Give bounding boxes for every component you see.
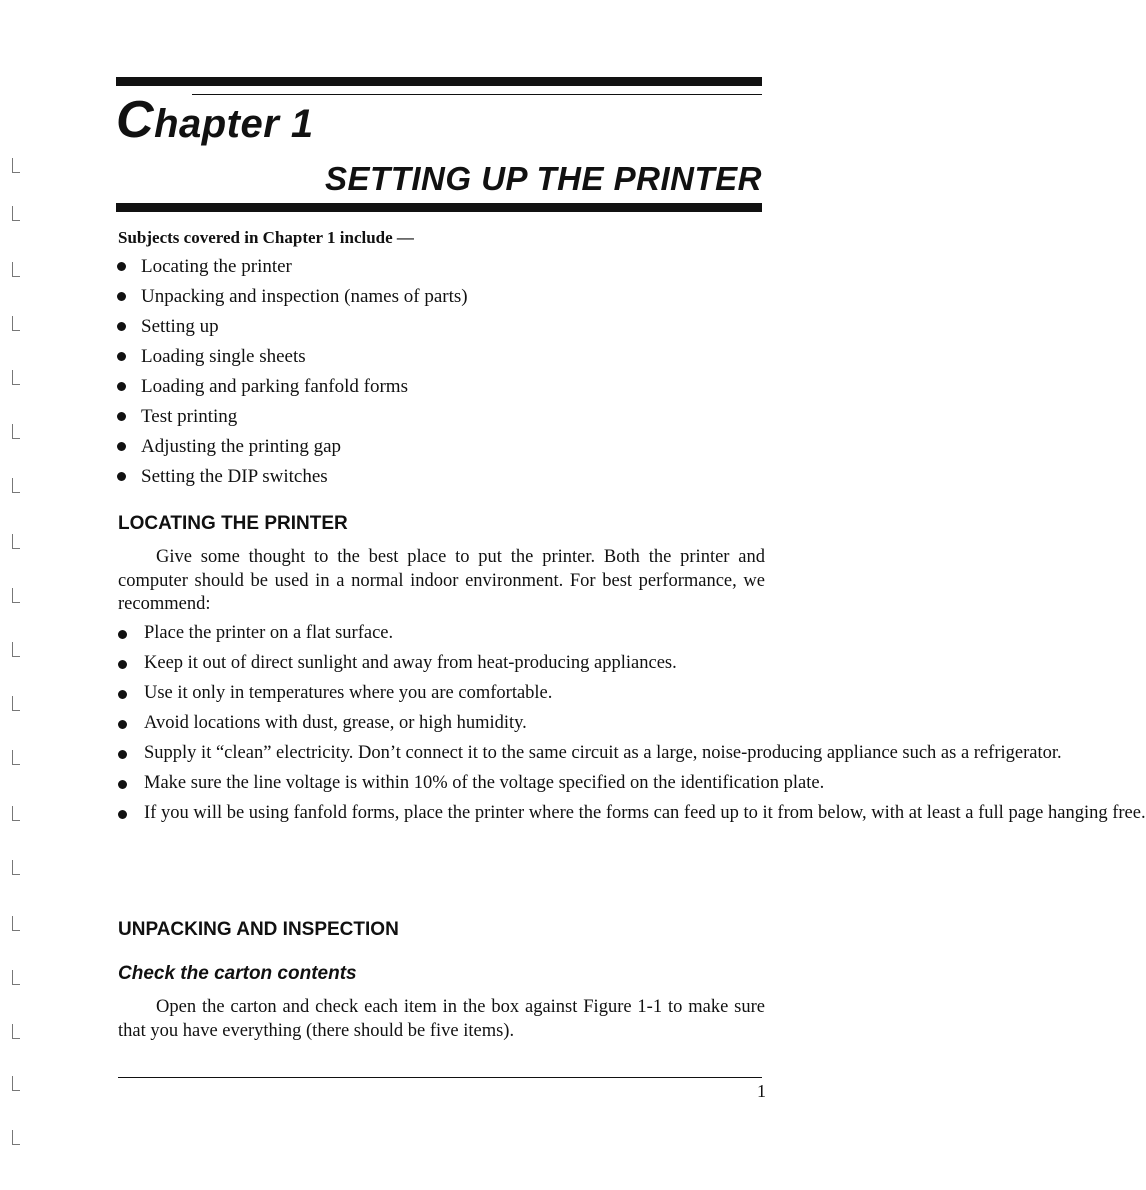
locating-intro-paragraph: Give some thought to the best place to put the printer. Both the printer and computer should be used in a normal indoor environment. For best performance, we recommend: bbox=[118, 547, 765, 614]
bullet-icon bbox=[117, 322, 126, 331]
subjects-list-item: Loading and parking fanfold forms bbox=[117, 374, 468, 404]
chapter-label-rest: hapter 1 bbox=[154, 102, 314, 146]
header-thin-rule bbox=[192, 94, 762, 95]
subjects-list-item: Setting up bbox=[117, 314, 468, 344]
bullet-icon bbox=[118, 690, 127, 699]
chapter-label bbox=[116, 91, 314, 149]
locating-tip-item: Keep it out of direct sunlight and away from heat-producing appliances. bbox=[118, 652, 766, 676]
locating-tip-item: Avoid locations with dust, grease, or high humidity. bbox=[118, 712, 766, 736]
footer-rule bbox=[118, 1077, 762, 1078]
header-bottom-rule bbox=[116, 203, 762, 212]
subjects-list-item: Locating the printer bbox=[117, 254, 468, 284]
bullet-icon bbox=[118, 780, 127, 789]
bullet-icon bbox=[117, 262, 126, 271]
locating-tip-item: Use it only in temperatures where you are comfortable. bbox=[118, 682, 766, 706]
bullet-icon bbox=[117, 292, 126, 301]
chapter-title: SETTING UP THE PRINTER bbox=[325, 160, 762, 197]
locating-tip-item: Place the printer on a flat surface. bbox=[118, 622, 766, 646]
bullet-icon bbox=[117, 352, 126, 361]
subjects-heading: Subjects covered in Chapter 1 include — bbox=[118, 228, 414, 247]
subheading-carton-contents: Check the carton contents bbox=[118, 963, 357, 984]
locating-tip-item: Make sure the line voltage is within 10% of the voltage specified on the identification plate. bbox=[118, 772, 766, 796]
section-heading-locating: LOCATING THE PRINTER bbox=[118, 513, 348, 534]
subjects-list-item: Setting the DIP switches bbox=[117, 464, 468, 494]
bullet-icon bbox=[117, 382, 126, 391]
subjects-list-item: Unpacking and inspection (names of parts) bbox=[117, 284, 468, 314]
bullet-icon bbox=[117, 412, 126, 421]
subjects-list-item: Loading single sheets bbox=[117, 344, 468, 374]
bullet-icon bbox=[118, 810, 127, 819]
chapter-label-initial: C bbox=[116, 91, 155, 149]
bullet-icon bbox=[118, 720, 127, 729]
unpacking-paragraph: Open the carton and check each item in the box against Figure 1-1 to make sure that you have everything (there should be five items). bbox=[118, 997, 765, 1041]
locating-tip-item: If you will be using fanfold forms, place the printer where the forms can feed up to it from below, with at least a full page hanging free. bbox=[118, 802, 766, 826]
subjects-list-item: Test printing bbox=[117, 404, 468, 434]
page-number: 1 bbox=[757, 1081, 766, 1101]
locating-tips-list bbox=[118, 622, 1146, 832]
bullet-icon bbox=[117, 442, 126, 451]
bullet-icon bbox=[117, 472, 126, 481]
locating-tip-item: Supply it “clean” electricity. Don’t connect it to the same circuit as a large, noise-producing appliance such as a refrigerator. bbox=[118, 742, 766, 766]
subjects-list bbox=[117, 254, 468, 494]
subjects-list-item: Adjusting the printing gap bbox=[117, 434, 468, 464]
section-heading-unpacking: UNPACKING AND INSPECTION bbox=[118, 919, 399, 940]
bullet-icon bbox=[118, 660, 127, 669]
bullet-icon bbox=[118, 630, 127, 639]
header-top-rule bbox=[116, 77, 762, 86]
bullet-icon bbox=[118, 750, 127, 759]
